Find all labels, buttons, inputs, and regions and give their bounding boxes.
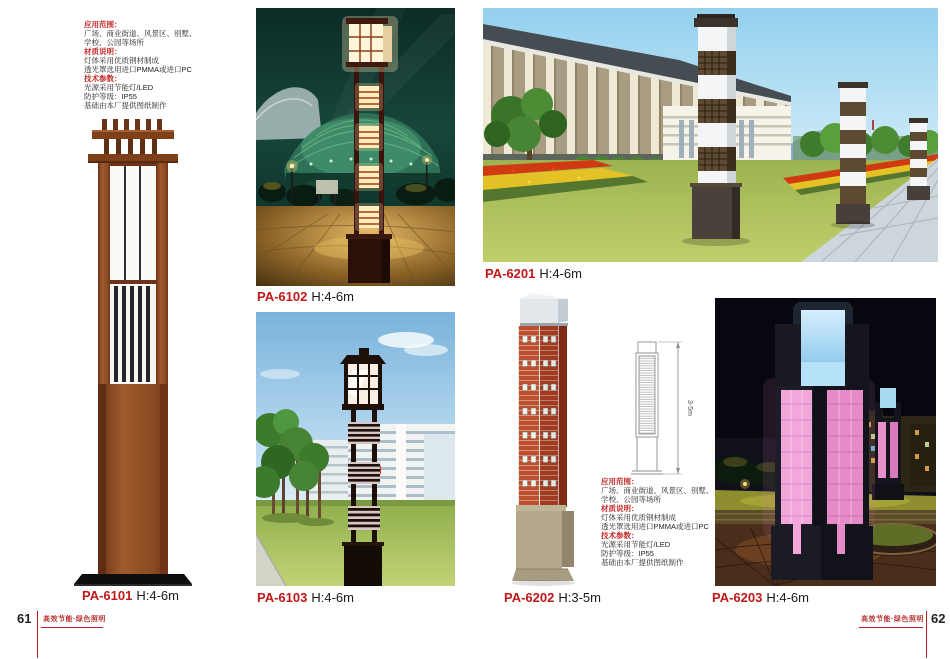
product-height: H:3-5m bbox=[558, 590, 601, 605]
product-label-pa6102 bbox=[257, 289, 354, 304]
slat-band bbox=[348, 506, 380, 530]
product-code: PA-6203 bbox=[712, 590, 763, 605]
product-label-pa6103 bbox=[257, 590, 354, 605]
tech-line: 防护等级：IP55 bbox=[84, 92, 137, 101]
application-line: 学校、公园等场所 bbox=[84, 38, 144, 47]
material-header: 材质说明： bbox=[601, 504, 639, 513]
pa6101-product-render bbox=[58, 112, 208, 594]
background-lamp bbox=[872, 388, 904, 500]
application-header: 应用范围： bbox=[84, 20, 122, 29]
slat-band bbox=[348, 422, 380, 444]
right-page-number: 62 bbox=[931, 611, 946, 626]
lamp-base-plate bbox=[74, 574, 192, 586]
product-code: PA-6202 bbox=[504, 590, 555, 605]
right-footer-underline bbox=[859, 627, 923, 628]
material-header: 材质说明： bbox=[84, 47, 122, 56]
tech-header: 技术参数： bbox=[84, 74, 122, 83]
product-height: H:4-6m bbox=[766, 590, 809, 605]
pa6103-photo bbox=[256, 312, 455, 586]
tech-header: 技术参数： bbox=[601, 531, 639, 540]
lamp-cap bbox=[520, 293, 568, 326]
left-page-number: 61 bbox=[17, 611, 32, 626]
lamp-crown bbox=[88, 119, 178, 163]
drawing-outline bbox=[631, 342, 682, 474]
application-header: 应用范围： bbox=[601, 477, 639, 486]
tech-line: 基础由本厂提供图纸制作 bbox=[601, 558, 684, 567]
material-line: 灯体采用优质钢材制成 bbox=[601, 513, 676, 522]
lamp-shaft bbox=[98, 384, 168, 574]
product-label-pa6202 bbox=[504, 590, 601, 605]
tech-line: 基础由本厂提供图纸制作 bbox=[84, 101, 167, 110]
material-line: 透光罩选用进口PMMA或进口PC bbox=[601, 522, 709, 531]
application-line: 广场、商业街道、风景区、别墅、 bbox=[601, 486, 714, 495]
application-line: 广场、商业街道、风景区、别墅、 bbox=[84, 29, 197, 38]
product-code: PA-6201 bbox=[485, 266, 536, 281]
pa6202-technical-drawing bbox=[616, 300, 711, 475]
product-code: PA-6103 bbox=[257, 590, 308, 605]
product-code: PA-6102 bbox=[257, 289, 308, 304]
product-label-pa6101 bbox=[82, 588, 179, 603]
material-line: 灯体采用优质钢材制成 bbox=[84, 56, 159, 65]
pillar-lamp-far bbox=[907, 118, 930, 200]
left-footer-underline bbox=[41, 627, 103, 628]
left-footer-slogan: 高效节能·绿色照明 bbox=[43, 616, 106, 623]
product-label-pa6203 bbox=[712, 590, 809, 605]
product-label-pa6201 bbox=[485, 266, 582, 281]
material-line: 透光罩选用进口PMMA或进口PC bbox=[84, 65, 192, 74]
product-code: PA-6101 bbox=[82, 588, 133, 603]
tech-line: 光源采用节能灯/LED bbox=[601, 540, 671, 549]
right-footer-rule bbox=[926, 611, 927, 658]
left-footer-rule bbox=[37, 611, 38, 658]
product-height: H:4-6m bbox=[311, 289, 354, 304]
tech-line: 光源采用节能灯/LED bbox=[84, 83, 154, 92]
spec-block-left bbox=[84, 20, 239, 110]
product-height: H:4-6m bbox=[311, 590, 354, 605]
pink-panel-left bbox=[781, 390, 812, 524]
product-height: H:4-6m bbox=[136, 588, 179, 603]
lamp-brick-body bbox=[518, 326, 567, 507]
product-height: H:4-6m bbox=[539, 266, 582, 281]
right-footer-slogan: 高效节能·绿色照明 bbox=[861, 616, 924, 623]
lamp-stone-base bbox=[511, 505, 575, 586]
pa6203-photo bbox=[715, 298, 936, 586]
pa6102-photo bbox=[256, 8, 455, 286]
tech-line: 防护等级：IP55 bbox=[601, 549, 654, 558]
pink-panel-right bbox=[827, 390, 863, 524]
lamp-grille-band bbox=[98, 284, 168, 384]
dimension-label: 3-5m bbox=[686, 400, 693, 416]
slat-band bbox=[348, 462, 380, 484]
main-lamp bbox=[763, 302, 875, 580]
lamp-lantern-panel bbox=[98, 163, 168, 284]
application-line: 学校、公园等场所 bbox=[601, 495, 661, 504]
pa6201-photo bbox=[483, 8, 938, 262]
pa6202-product-render bbox=[498, 291, 588, 588]
